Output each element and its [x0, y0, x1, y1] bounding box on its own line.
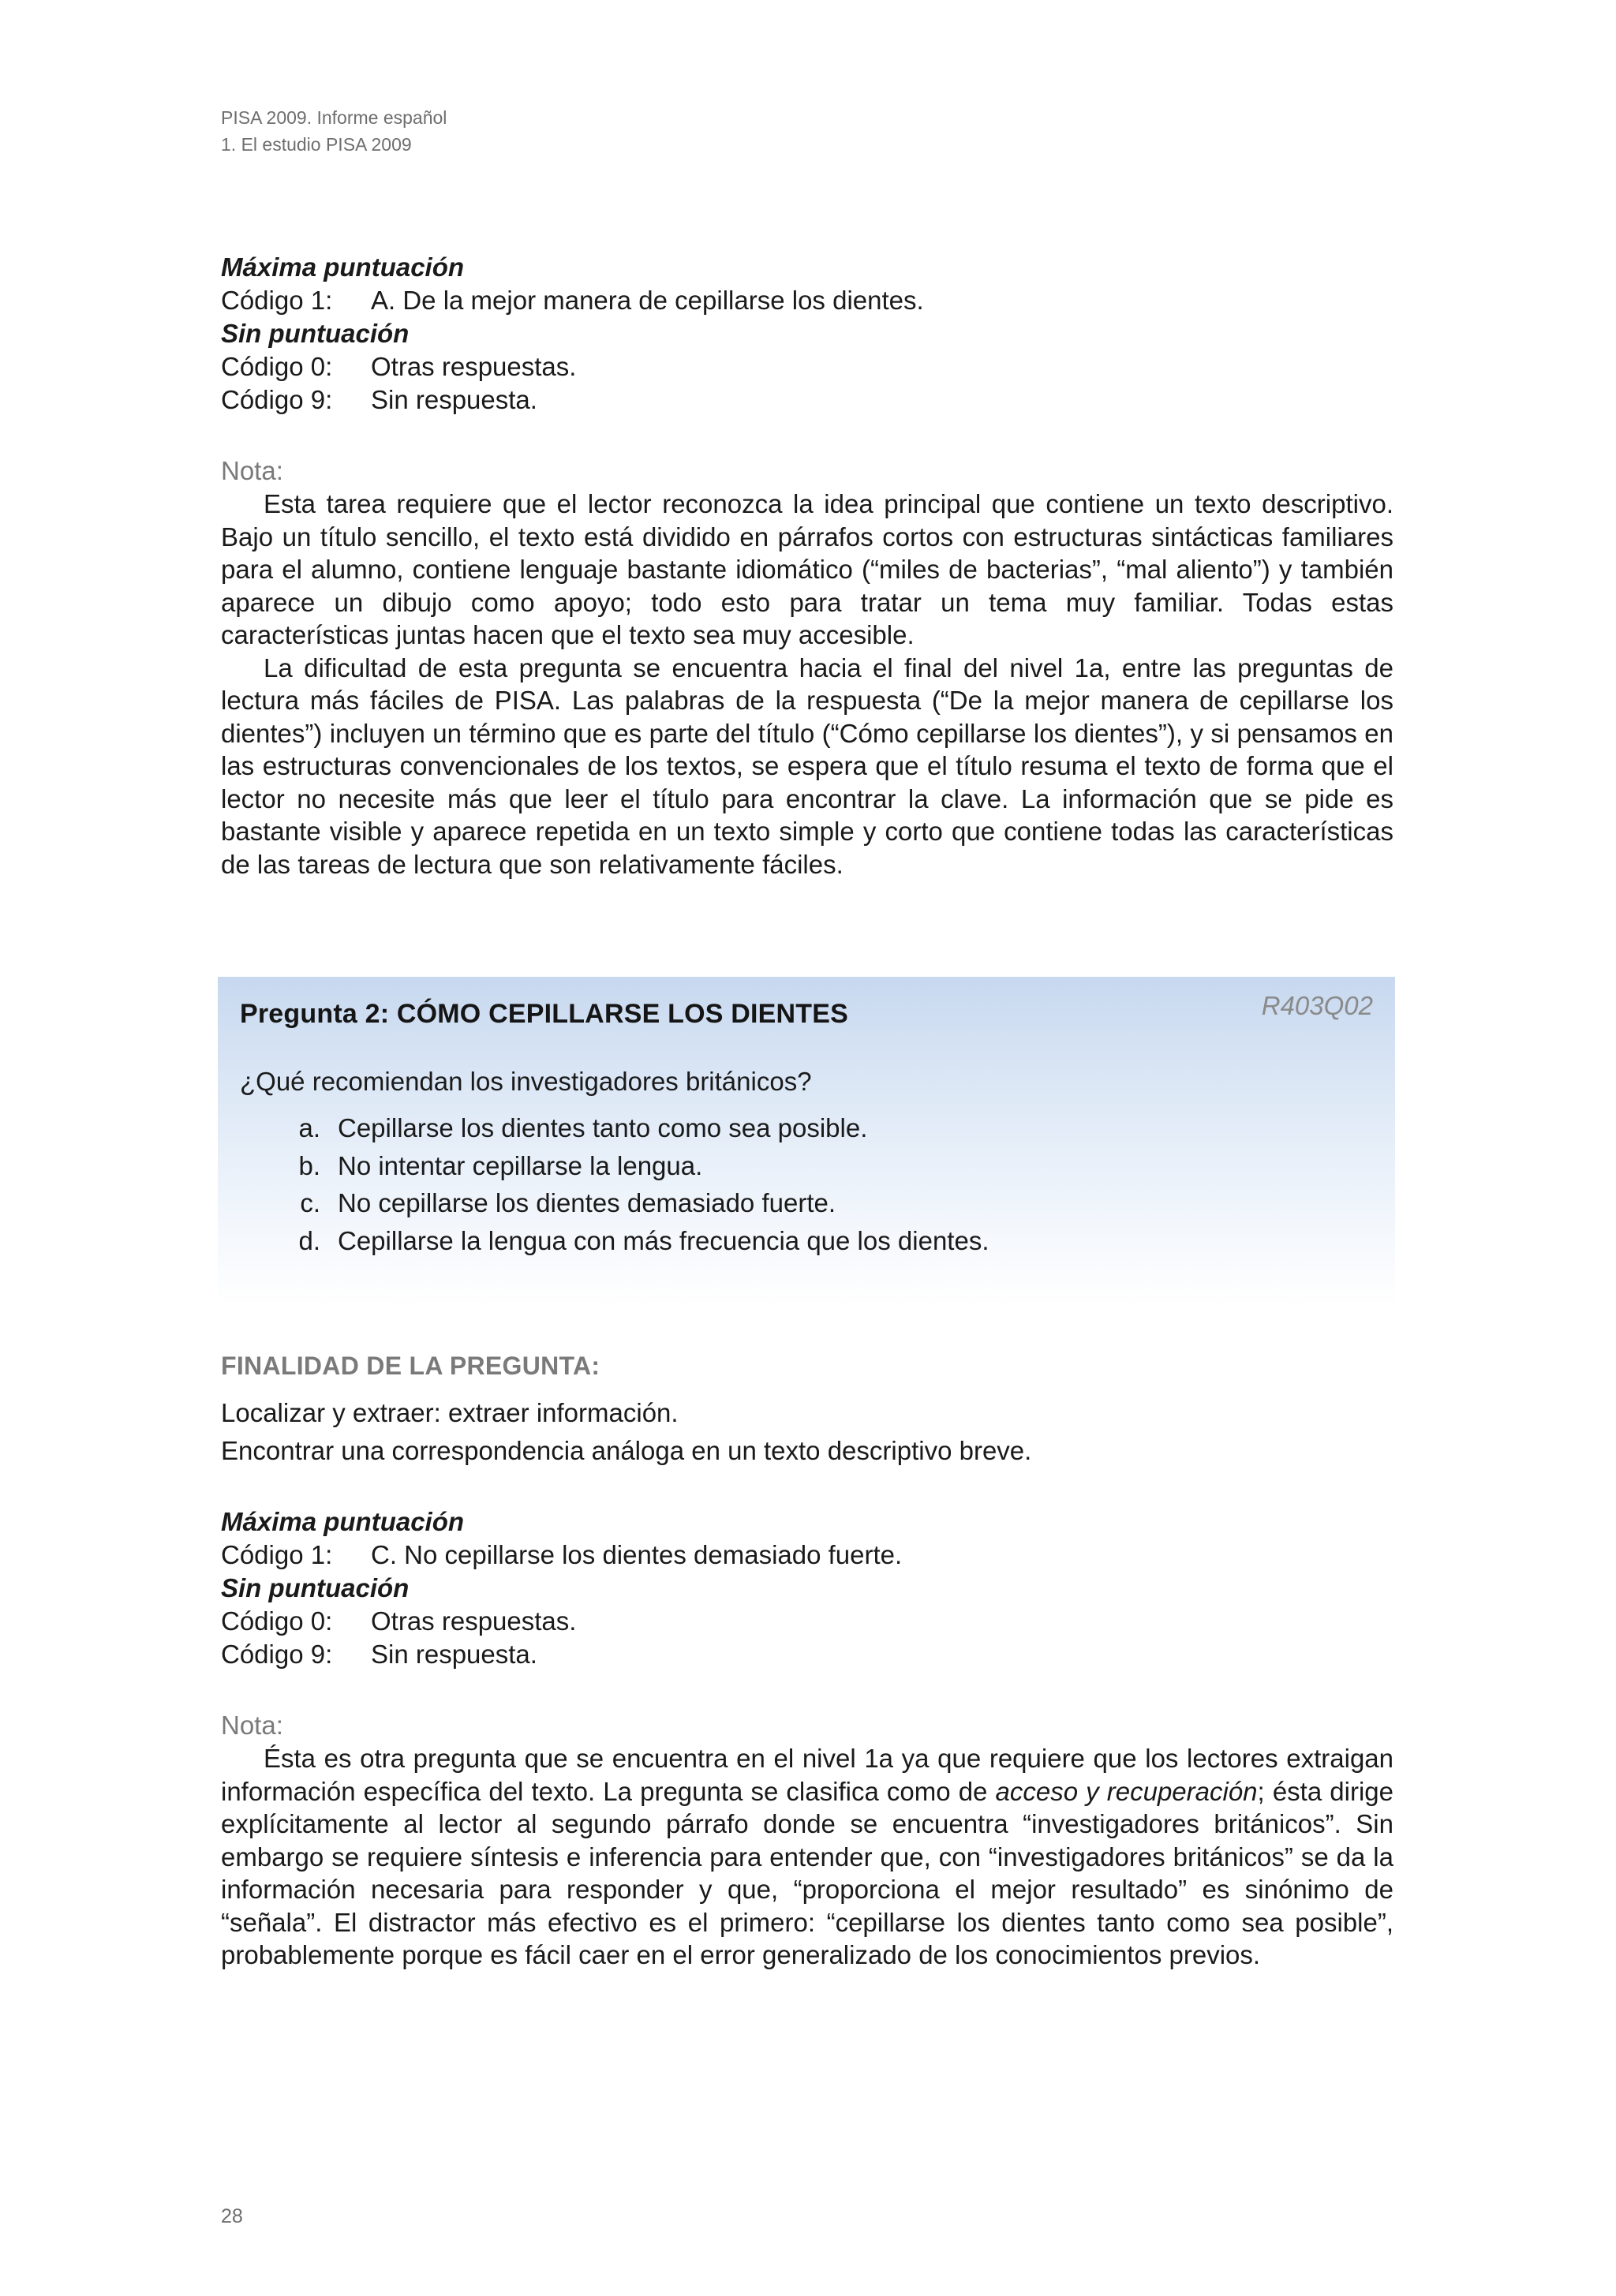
code0-row [221, 350, 1393, 383]
code1-text: C. No cepillarse los dientes demasiado fuerte. [371, 1540, 903, 1569]
question-code: R403Q02 [1261, 991, 1373, 1020]
answer-option-b [281, 1147, 989, 1185]
note-paragraph: La dificultad de esta pregunta se encuentra hacia el final del nivel 1a, entre las preguntas de lectura más fáciles de PISA. Las palabras de la respuesta (“De la mejor manera de cepillarse los dientes”) incluyen un término que es parte del título (“Cómo cepillarse los dientes”), y si pensamos en las estructuras convencionales de los textos, se espera que el título resuma el texto de forma que el lector no necesite más que leer el título para encontrar la clave. La información que se pide es bastante visible y aparece repetida en un texto simple y corto que contiene todas las características de las tareas de lectura que son relativamente fáciles. [221, 653, 1393, 879]
no-score-heading: Sin puntuación [221, 319, 410, 348]
note-label: Nota: [221, 1711, 283, 1740]
note-text: ; ésta dirige explícitamente al lector al segundo párrafo donde se encuentra “investigadores británicos”. Sin embargo se requiere síntesis e inferencia para entender que, con “investigadores británicos” se da la información necesaria para responder y que, “proporciona el mejor resultado” es sinónimo de “señala”. El distractor más efectivo es el primero: “cepillarse los dientes tanto como sea posible”, probablemente porque es fácil caer en el error generalizado de los conocimientos previos. [221, 1776, 1393, 1969]
option-letter: d. [298, 1225, 320, 1255]
purpose-line: Encontrar una correspondencia análoga en un texto descriptivo breve. [221, 1436, 1032, 1465]
option-letter: b. [298, 1150, 320, 1180]
option-text: Cepillarse la lengua con más frecuencia que los dientes. [338, 1225, 989, 1255]
question-title: Pregunta 2: CÓMO CEPILLARSE LOS DIENTES [240, 999, 848, 1029]
option-text: No intentar cepillarse la lengua. [338, 1150, 703, 1180]
code9-row [221, 383, 1393, 417]
question1-scoring-section [221, 251, 1393, 881]
code0-text: Otras respuestas. [371, 352, 577, 381]
purpose-line: Localizar y extraer: extraer información. [221, 1398, 679, 1427]
header-chapter-title: 1. El estudio PISA 2009 [221, 134, 412, 155]
note-paragraph: Esta tarea requiere que el lector reconozca la idea principal que contiene un texto descriptivo. Bajo un título sencillo, el texto está dividido en párrafos cortos con estructuras sintácticas familiares para el alumno, contiene lenguaje bastante idiomático (“miles de bacterias”, “mal aliento”) y también aparece un dibujo como apoyo; todo esto para tratar un tema muy familiar. Todas estas características juntas hacen que el texto sea muy accesible. [221, 489, 1393, 649]
code9-text: Sin respuesta. [371, 385, 537, 414]
option-text: No cepillarse los dientes demasiado fuerte. [338, 1188, 836, 1217]
max-score-heading: Máxima puntuación [221, 252, 465, 282]
note-label: Nota: [221, 456, 283, 485]
no-score-heading: Sin puntuación [221, 1573, 410, 1602]
code9-row [221, 1638, 1393, 1671]
code9-text: Sin respuesta. [371, 1640, 537, 1669]
question-prompt: ¿Qué recomiendan los investigadores británicos? [240, 1067, 812, 1096]
code0-row [221, 1605, 1393, 1638]
code0-label: Código 0: [221, 352, 333, 381]
code9-label: Código 9: [221, 385, 333, 414]
option-text: Cepillarse los dientes tanto como sea posible. [338, 1113, 868, 1142]
header-report-title: PISA 2009. Informe español [221, 107, 447, 128]
code1-row [221, 1539, 1393, 1572]
answer-option-c [281, 1184, 989, 1222]
code1-label: Código 1: [221, 286, 333, 315]
code9-label: Código 9: [221, 1640, 333, 1669]
option-letter: c. [300, 1188, 320, 1217]
code0-text: Otras respuestas. [371, 1606, 577, 1636]
note-text: Ésta es otra pregunta que se encuentra en el nivel 1a ya que requiere que los lectores extraigan información específica del texto. La pregunta se clasifica como de [221, 1744, 1393, 1806]
page-number: 28 [221, 2205, 243, 2227]
option-letter: a. [298, 1113, 320, 1142]
code1-row [221, 284, 1393, 317]
code1-label: Código 1: [221, 1540, 333, 1569]
question2-box [218, 977, 1395, 1307]
answer-option-a [281, 1109, 989, 1147]
max-score-heading: Máxima puntuación [221, 1507, 465, 1536]
code0-label: Código 0: [221, 1606, 333, 1636]
purpose-heading: FINALIDAD DE LA PREGUNTA: [221, 1352, 600, 1380]
answer-option-d [281, 1222, 989, 1260]
question2-analysis-section [221, 1349, 1393, 1972]
code1-text: A. De la mejor manera de cepillarse los dientes. [371, 286, 924, 315]
running-header [221, 104, 447, 158]
note-paragraph [221, 1742, 1393, 1972]
answer-options-list [281, 1109, 989, 1259]
note-emphasis: acceso y recuperación [995, 1776, 1258, 1806]
